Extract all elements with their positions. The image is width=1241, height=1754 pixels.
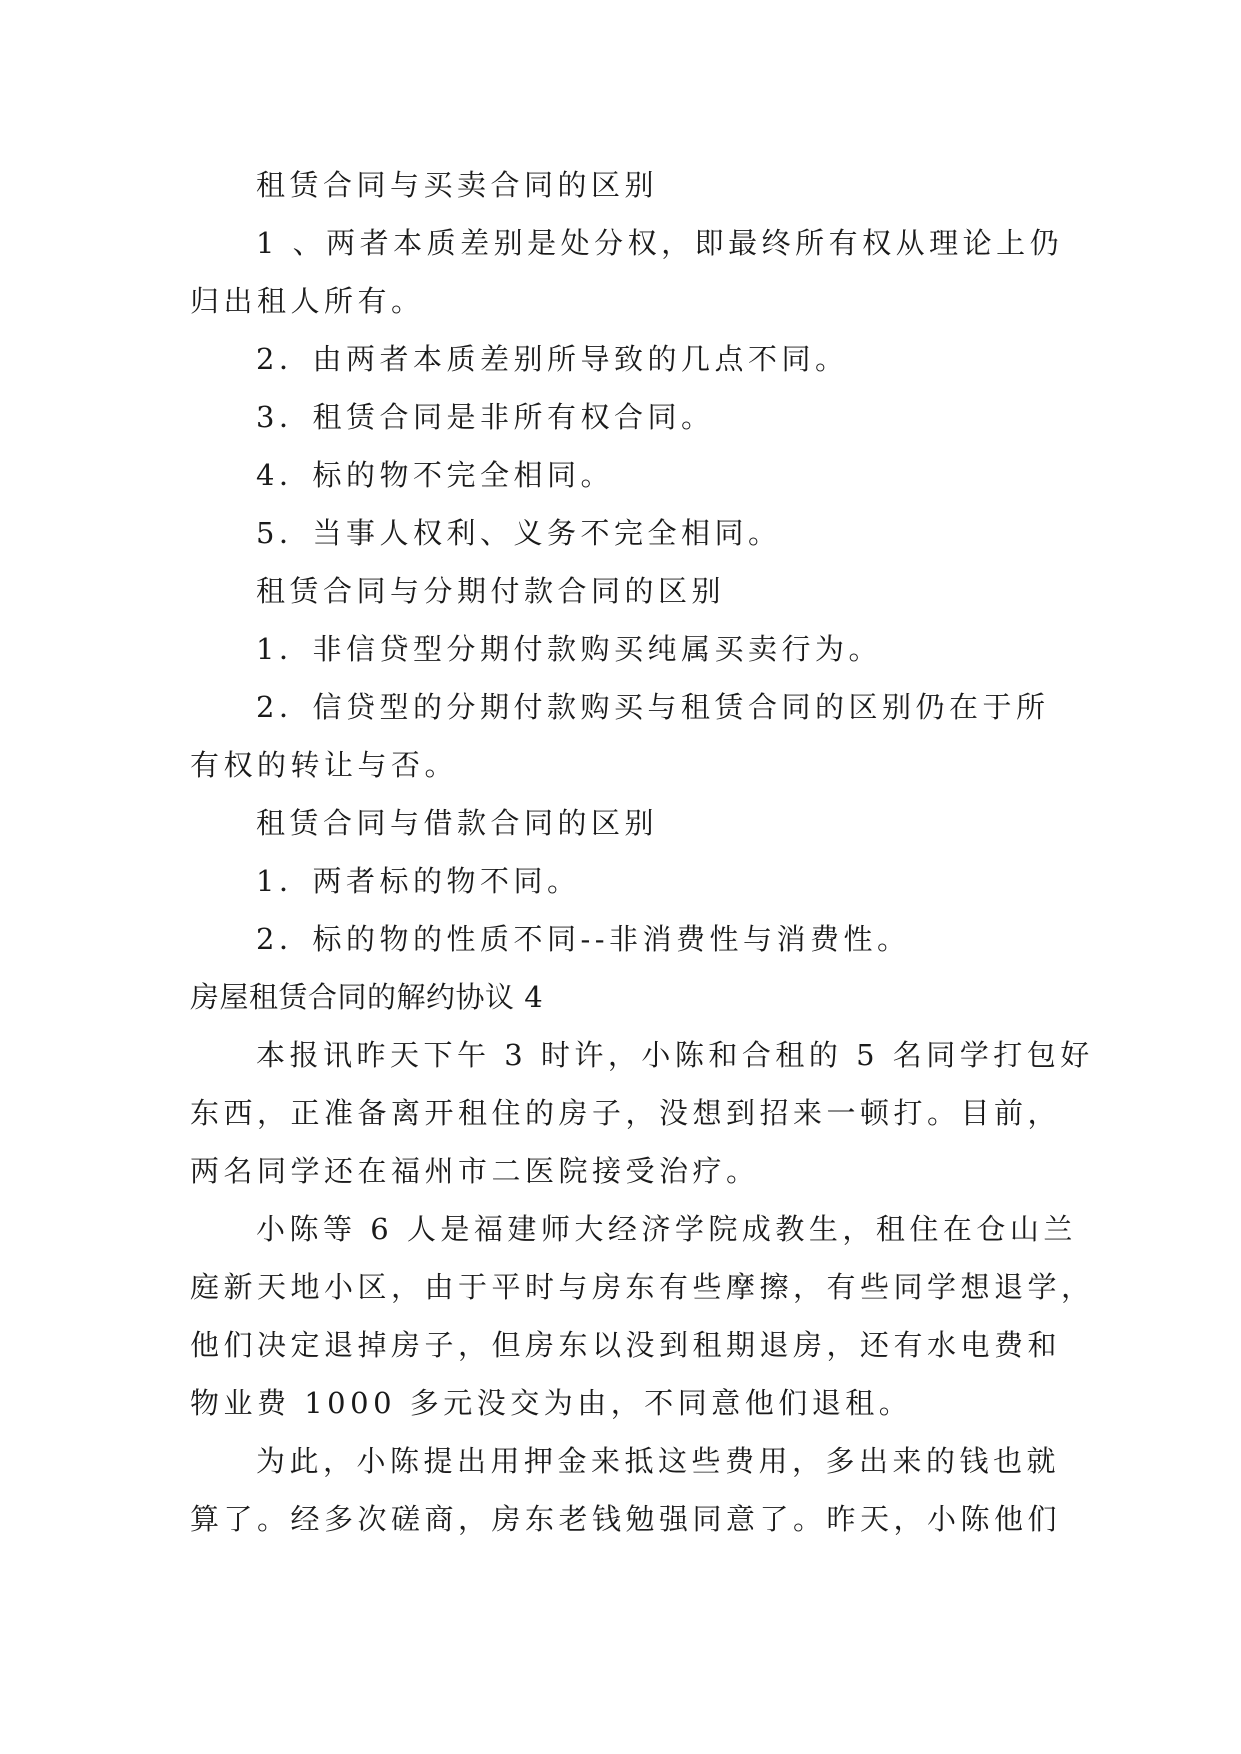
document-page — [190, 156, 1095, 1548]
paragraph-line: 为此，小陈提出用押金来抵这些费用，多出来的钱也就 — [256, 1444, 1061, 1478]
section-heading-loan-contract: 租赁合同与借款合同的区别 — [256, 806, 659, 840]
paragraph-line: 有权的转让与否。 — [190, 748, 459, 782]
section-heading-installment-contract: 租赁合同与分期付款合同的区别 — [256, 574, 726, 608]
paragraph-line: 东西，正准备离开租住的房子，没想到招来一顿打。目前， — [190, 1096, 1062, 1130]
paragraph-line: 3．租赁合同是非所有权合同。 — [256, 400, 715, 434]
article-title: 房屋租赁合同的解约协议 4 — [190, 980, 544, 1014]
paragraph-line: 2．信贷型的分期付款购买与租赁合同的区别仍在于所 — [256, 690, 1050, 724]
paragraph-line: 1．非信贷型分期付款购买纯属买卖行为。 — [256, 632, 882, 666]
paragraph-line: 他们决定退掉房子，但房东以没到租期退房，还有水电费和 — [190, 1328, 1062, 1362]
paragraph-line: 物业费 1000 多元没交为由，不同意他们退租。 — [190, 1386, 913, 1420]
paragraph-line: 2．由两者本质差别所导致的几点不同。 — [256, 342, 849, 376]
paragraph-line: 1．两者标的物不同。 — [256, 864, 581, 898]
paragraph-line: 本报讯昨天下午 3 时许，小陈和合租的 5 名同学打包好 — [256, 1038, 1094, 1072]
paragraph-line: 算了。经多次磋商，房东老钱勉强同意了。昨天，小陈他们 — [190, 1502, 1062, 1536]
paragraph-line: 两名同学还在福州市二医院接受治疗。 — [190, 1154, 760, 1188]
paragraph-line: 2．标的物的性质不同--非消费性与消费性。 — [256, 922, 911, 956]
paragraph-line: 1 、两者本质差别是处分权，即最终所有权从理论上仍 — [256, 226, 1064, 260]
paragraph-line: 庭新天地小区，由于平时与房东有些摩擦，有些同学想退学， — [190, 1270, 1095, 1304]
paragraph-line: 归出租人所有。 — [190, 284, 425, 318]
paragraph-line: 5．当事人权利、义务不完全相同。 — [256, 516, 782, 550]
section-heading-sale-contract: 租赁合同与买卖合同的区别 — [256, 168, 659, 202]
paragraph-line: 小陈等 6 人是福建师大经济学院成教生，租住在仓山兰 — [256, 1212, 1077, 1246]
paragraph-line: 4．标的物不完全相同。 — [256, 458, 614, 492]
